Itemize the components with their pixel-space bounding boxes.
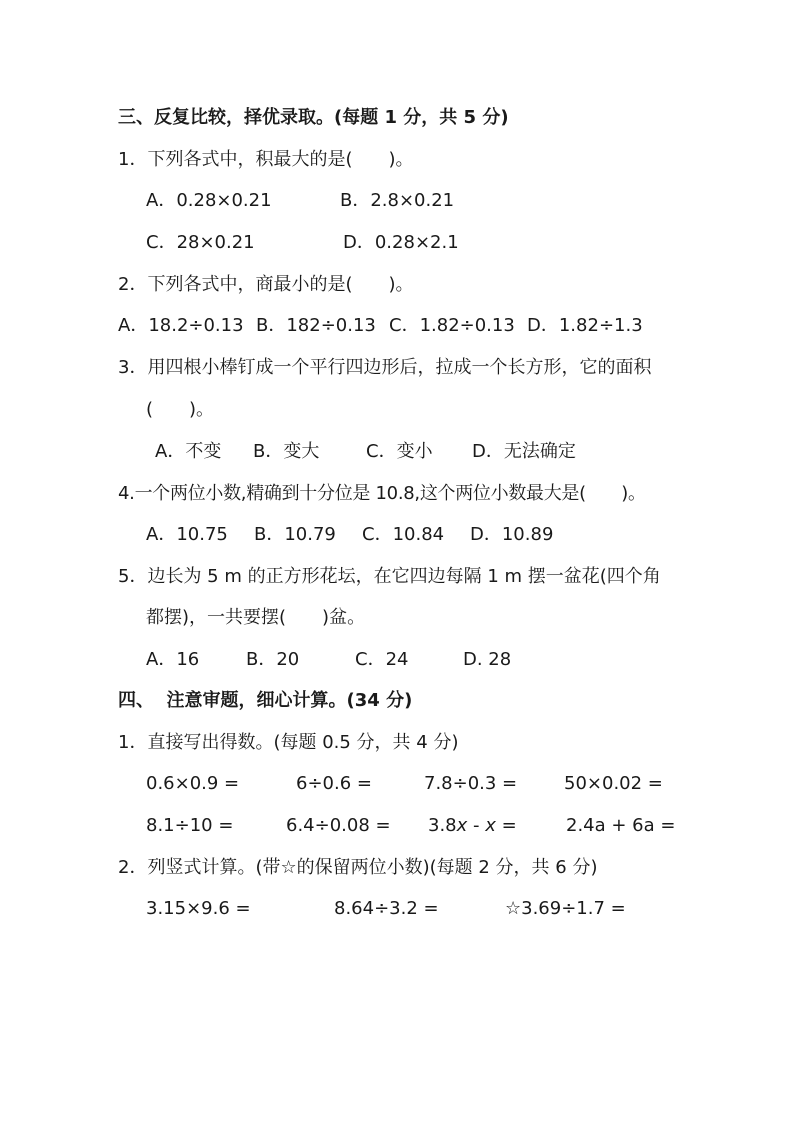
q1-option-d: D．0.28×2.1 [343,232,459,253]
calc-item: 8.1÷10 = [146,815,234,836]
q4-stem: 4.一个两位小数,精确到十分位是 10.8,这个两位小数最大是( )。 [118,483,646,504]
q4-option-c: C．10.84 [362,524,445,545]
q1-option-b: B．2.8×0.21 [340,190,455,211]
calc-item: 0.6×0.9 = [146,773,240,794]
q2-option-a: A．18.2÷0.13 [118,315,244,336]
q3-stem: 3．用四根小棒钉成一个平行四边形后，拉成一个长方形，它的面积 [118,357,652,378]
q3-option-b: B．变大 [253,441,320,462]
q3-option-c: C．变小 [366,441,433,462]
q3-stem-continued: ( )。 [146,399,215,420]
vertical-calc-item: 8.64÷3.2 = [334,898,439,919]
q4-option-a: A．10.75 [146,524,228,545]
q2-option-b: B．182÷0.13 [256,315,376,336]
calc-q1-stem: 1．直接写出得数。(每题 0.5 分，共 4 分) [118,732,459,753]
q5-option-d: D. 28 [463,649,512,670]
q1-option-a: A．0.28×0.21 [146,190,272,211]
q3-option-d: D．无法确定 [472,441,576,462]
algebra-variable: x [456,815,468,836]
q5-stem: 5．边长为 5 m 的正方形花坛，在它四边每隔 1 m 摆一盆花(四个角 [118,566,661,587]
q1-option-c: C．28×0.21 [146,232,255,253]
calc-item: 6.4÷0.08 = [286,815,391,836]
algebra-coefficient: 3.8 [428,815,457,836]
algebra-variable: x [485,815,496,836]
q3-option-a: A．不变 [155,441,222,462]
q5-option-c: C．24 [355,649,409,670]
calc-item: 6÷0.6 = [296,773,372,794]
q2-option-c: C．1.82÷0.13 [389,315,515,336]
q5-option-b: B．20 [246,649,300,670]
section4-heading: 四、 注意审题，细心计算。(34 分) [118,690,413,711]
calc-item: 2.4a + 6a = [566,815,676,836]
algebra-operator: - [467,815,486,836]
section3-heading: 三、反复比较，择优录取。(每题 1 分，共 5 分) [118,107,509,128]
calc-item: 7.8÷0.3 = [424,773,518,794]
calc-q2-stem: 2．列竖式计算。(带☆的保留两位小数)(每题 2 分，共 6 分) [118,857,598,878]
q4-option-d: D．10.89 [470,524,554,545]
algebra-equals: = [495,815,517,836]
q5-stem-continued: 都摆)，一共要摆( )盆。 [146,607,366,628]
q4-option-b: B．10.79 [254,524,336,545]
vertical-calc-item-starred: ☆3.69÷1.7 = [505,898,626,919]
calc-item-algebra [428,814,517,838]
q2-option-d: D．1.82÷1.3 [527,315,643,336]
calc-item: 50×0.02 = [564,773,663,794]
vertical-calc-item: 3.15×9.6 = [146,898,251,919]
q1-stem: 1．下列各式中，积最大的是( )。 [118,149,414,170]
q2-stem: 2．下列各式中，商最小的是( )。 [118,274,414,295]
q5-option-a: A．16 [146,649,200,670]
